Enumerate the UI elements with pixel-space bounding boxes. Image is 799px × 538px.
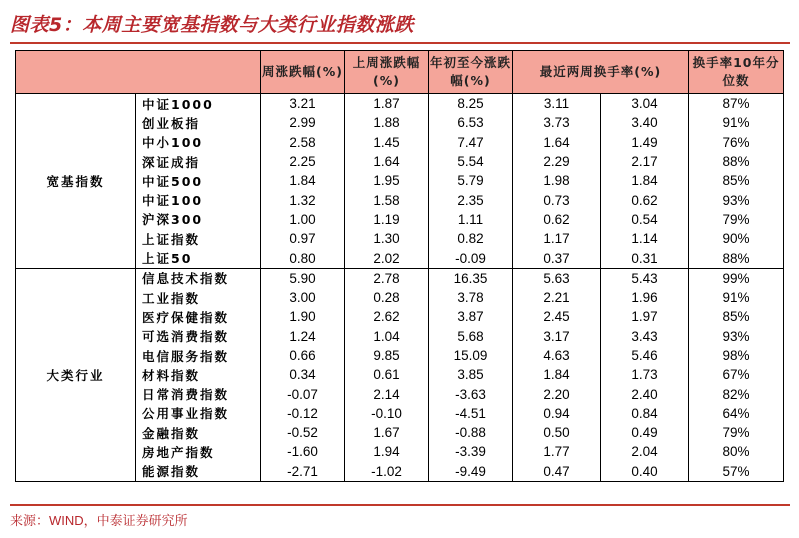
last-week-change-cell: 1.94 (345, 442, 429, 461)
turnover-week2-cell: 1.14 (601, 229, 689, 248)
turnover-week2-cell: 5.43 (601, 268, 689, 288)
ytd-change-cell: 5.79 (429, 171, 513, 190)
weekly-change-cell: 3.21 (261, 94, 345, 114)
index-name: 可选消费指数 (136, 327, 261, 346)
header-turnover: 最近两周换手率(%) (513, 51, 689, 94)
weekly-change-cell: 3.00 (261, 288, 345, 307)
turnover-week2-cell: 5.46 (601, 346, 689, 365)
weekly-change-cell: 0.66 (261, 346, 345, 365)
weekly-change-cell: -0.12 (261, 404, 345, 423)
index-performance-table (15, 50, 784, 482)
index-name: 中证100 (136, 190, 261, 209)
header-last-week: 上周涨跌幅(%) (345, 51, 429, 94)
index-name: 中证500 (136, 171, 261, 190)
turnover-week1-cell: 0.62 (513, 210, 601, 229)
last-week-change-cell: 2.78 (345, 268, 429, 288)
turnover-percentile-cell: 88% (689, 152, 784, 171)
ytd-change-cell: 6.53 (429, 113, 513, 132)
index-name: 房地产指数 (136, 442, 261, 461)
turnover-percentile-cell: 91% (689, 288, 784, 307)
turnover-week1-cell: 1.64 (513, 133, 601, 152)
turnover-week1-cell: 0.47 (513, 462, 601, 482)
weekly-change-cell: -2.71 (261, 462, 345, 482)
turnover-percentile-cell: 88% (689, 248, 784, 268)
index-name: 信息技术指数 (136, 268, 261, 288)
last-week-change-cell: 1.30 (345, 229, 429, 248)
turnover-percentile-cell: 79% (689, 210, 784, 229)
index-name: 工业指数 (136, 288, 261, 307)
header-weekly: 周涨跌幅(%) (261, 51, 345, 94)
last-week-change-cell: 1.58 (345, 190, 429, 209)
turnover-week1-cell: 2.21 (513, 288, 601, 307)
bottom-rule (10, 504, 790, 506)
index-name: 深证成指 (136, 152, 261, 171)
header-ytd: 年初至今涨跌幅(%) (429, 51, 513, 94)
turnover-week1-cell: 2.20 (513, 384, 601, 403)
last-week-change-cell: 9.85 (345, 346, 429, 365)
last-week-change-cell: 1.19 (345, 210, 429, 229)
index-name: 中小100 (136, 133, 261, 152)
ytd-change-cell: 3.85 (429, 365, 513, 384)
turnover-percentile-cell: 93% (689, 327, 784, 346)
turnover-percentile-cell: 57% (689, 462, 784, 482)
turnover-percentile-cell: 99% (689, 268, 784, 288)
top-rule (10, 42, 790, 44)
weekly-change-cell: 1.84 (261, 171, 345, 190)
index-name: 沪深300 (136, 210, 261, 229)
turnover-week2-cell: 1.84 (601, 171, 689, 190)
group-label: 宽基指数 (16, 94, 136, 269)
turnover-week2-cell: 2.40 (601, 384, 689, 403)
ytd-change-cell: 0.82 (429, 229, 513, 248)
turnover-week2-cell: 2.17 (601, 152, 689, 171)
weekly-change-cell: 1.32 (261, 190, 345, 209)
ytd-change-cell: 3.87 (429, 307, 513, 326)
source-note: 来源：WIND，中泰证券研究所 (10, 513, 188, 528)
turnover-week2-cell: 1.73 (601, 365, 689, 384)
ytd-change-cell: -3.63 (429, 384, 513, 403)
ytd-change-cell: 5.54 (429, 152, 513, 171)
weekly-change-cell: 0.80 (261, 248, 345, 268)
turnover-week2-cell: 0.31 (601, 248, 689, 268)
turnover-week1-cell: 4.63 (513, 346, 601, 365)
weekly-change-cell: 5.90 (261, 268, 345, 288)
last-week-change-cell: 1.95 (345, 171, 429, 190)
weekly-change-cell: 2.58 (261, 133, 345, 152)
weekly-change-cell: -0.52 (261, 423, 345, 442)
turnover-week2-cell: 0.49 (601, 423, 689, 442)
turnover-week2-cell: 1.97 (601, 307, 689, 326)
weekly-change-cell: 2.25 (261, 152, 345, 171)
index-name: 创业板指 (136, 113, 261, 132)
weekly-change-cell: 1.90 (261, 307, 345, 326)
turnover-week1-cell: 0.73 (513, 190, 601, 209)
turnover-percentile-cell: 82% (689, 384, 784, 403)
turnover-week1-cell: 2.29 (513, 152, 601, 171)
ytd-change-cell: 1.11 (429, 210, 513, 229)
last-week-change-cell: 1.04 (345, 327, 429, 346)
ytd-change-cell: 8.25 (429, 94, 513, 114)
last-week-change-cell: -1.02 (345, 462, 429, 482)
turnover-week2-cell: 1.49 (601, 133, 689, 152)
last-week-change-cell: 2.62 (345, 307, 429, 326)
last-week-change-cell: 1.88 (345, 113, 429, 132)
turnover-percentile-cell: 98% (689, 346, 784, 365)
turnover-week1-cell: 5.63 (513, 268, 601, 288)
turnover-week1-cell: 2.45 (513, 307, 601, 326)
weekly-change-cell: -1.60 (261, 442, 345, 461)
index-name: 公用事业指数 (136, 404, 261, 423)
turnover-percentile-cell: 64% (689, 404, 784, 423)
weekly-change-cell: 0.97 (261, 229, 345, 248)
index-name: 日常消费指数 (136, 384, 261, 403)
turnover-percentile-cell: 67% (689, 365, 784, 384)
header-row (16, 51, 784, 94)
turnover-percentile-cell: 85% (689, 171, 784, 190)
turnover-week1-cell: 3.73 (513, 113, 601, 132)
index-name: 上证50 (136, 248, 261, 268)
ytd-change-cell: -0.09 (429, 248, 513, 268)
turnover-week2-cell: 2.04 (601, 442, 689, 461)
group-label: 大类行业 (16, 268, 136, 481)
ytd-change-cell: 7.47 (429, 133, 513, 152)
turnover-percentile-cell: 85% (689, 307, 784, 326)
last-week-change-cell: 1.64 (345, 152, 429, 171)
weekly-change-cell: 2.99 (261, 113, 345, 132)
last-week-change-cell: 2.02 (345, 248, 429, 268)
turnover-week2-cell: 3.40 (601, 113, 689, 132)
turnover-week1-cell: 0.37 (513, 248, 601, 268)
turnover-week1-cell: 1.77 (513, 442, 601, 461)
weekly-change-cell: -0.07 (261, 384, 345, 403)
turnover-week1-cell: 0.94 (513, 404, 601, 423)
turnover-week1-cell: 3.17 (513, 327, 601, 346)
weekly-change-cell: 1.00 (261, 210, 345, 229)
ytd-change-cell: -4.51 (429, 404, 513, 423)
last-week-change-cell: 0.28 (345, 288, 429, 307)
turnover-week2-cell: 3.04 (601, 94, 689, 114)
header-percentile: 换手率10年分位数 (689, 51, 784, 94)
turnover-week2-cell: 0.62 (601, 190, 689, 209)
weekly-change-cell: 1.24 (261, 327, 345, 346)
last-week-change-cell: 2.14 (345, 384, 429, 403)
turnover-percentile-cell: 91% (689, 113, 784, 132)
ytd-change-cell: 16.35 (429, 268, 513, 288)
index-name: 金融指数 (136, 423, 261, 442)
last-week-change-cell: 1.67 (345, 423, 429, 442)
turnover-week1-cell: 0.50 (513, 423, 601, 442)
turnover-week1-cell: 1.98 (513, 171, 601, 190)
ytd-change-cell: -3.39 (429, 442, 513, 461)
index-name: 能源指数 (136, 462, 261, 482)
index-name: 材料指数 (136, 365, 261, 384)
turnover-percentile-cell: 93% (689, 190, 784, 209)
index-name: 上证指数 (136, 229, 261, 248)
table-body (16, 94, 784, 482)
last-week-change-cell: 1.87 (345, 94, 429, 114)
last-week-change-cell: 0.61 (345, 365, 429, 384)
index-name: 中证1000 (136, 94, 261, 114)
last-week-change-cell: 1.45 (345, 133, 429, 152)
turnover-percentile-cell: 90% (689, 229, 784, 248)
weekly-change-cell: 0.34 (261, 365, 345, 384)
turnover-week2-cell: 0.40 (601, 462, 689, 482)
turnover-week2-cell: 0.54 (601, 210, 689, 229)
turnover-week1-cell: 3.11 (513, 94, 601, 114)
turnover-week2-cell: 3.43 (601, 327, 689, 346)
ytd-change-cell: -9.49 (429, 462, 513, 482)
figure-title: 图表5：本周主要宽基指数与大类行业指数涨跌 (10, 14, 414, 36)
turnover-week2-cell: 1.96 (601, 288, 689, 307)
turnover-week1-cell: 1.84 (513, 365, 601, 384)
last-week-change-cell: -0.10 (345, 404, 429, 423)
turnover-week2-cell: 0.84 (601, 404, 689, 423)
table-row (16, 268, 784, 288)
ytd-change-cell: 3.78 (429, 288, 513, 307)
index-name: 医疗保健指数 (136, 307, 261, 326)
turnover-week1-cell: 1.17 (513, 229, 601, 248)
ytd-change-cell: 2.35 (429, 190, 513, 209)
table-row (16, 94, 784, 114)
ytd-change-cell: 5.68 (429, 327, 513, 346)
index-name: 电信服务指数 (136, 346, 261, 365)
turnover-percentile-cell: 79% (689, 423, 784, 442)
header-blank (16, 51, 261, 94)
turnover-percentile-cell: 87% (689, 94, 784, 114)
turnover-percentile-cell: 76% (689, 133, 784, 152)
turnover-percentile-cell: 80% (689, 442, 784, 461)
ytd-change-cell: 15.09 (429, 346, 513, 365)
ytd-change-cell: -0.88 (429, 423, 513, 442)
